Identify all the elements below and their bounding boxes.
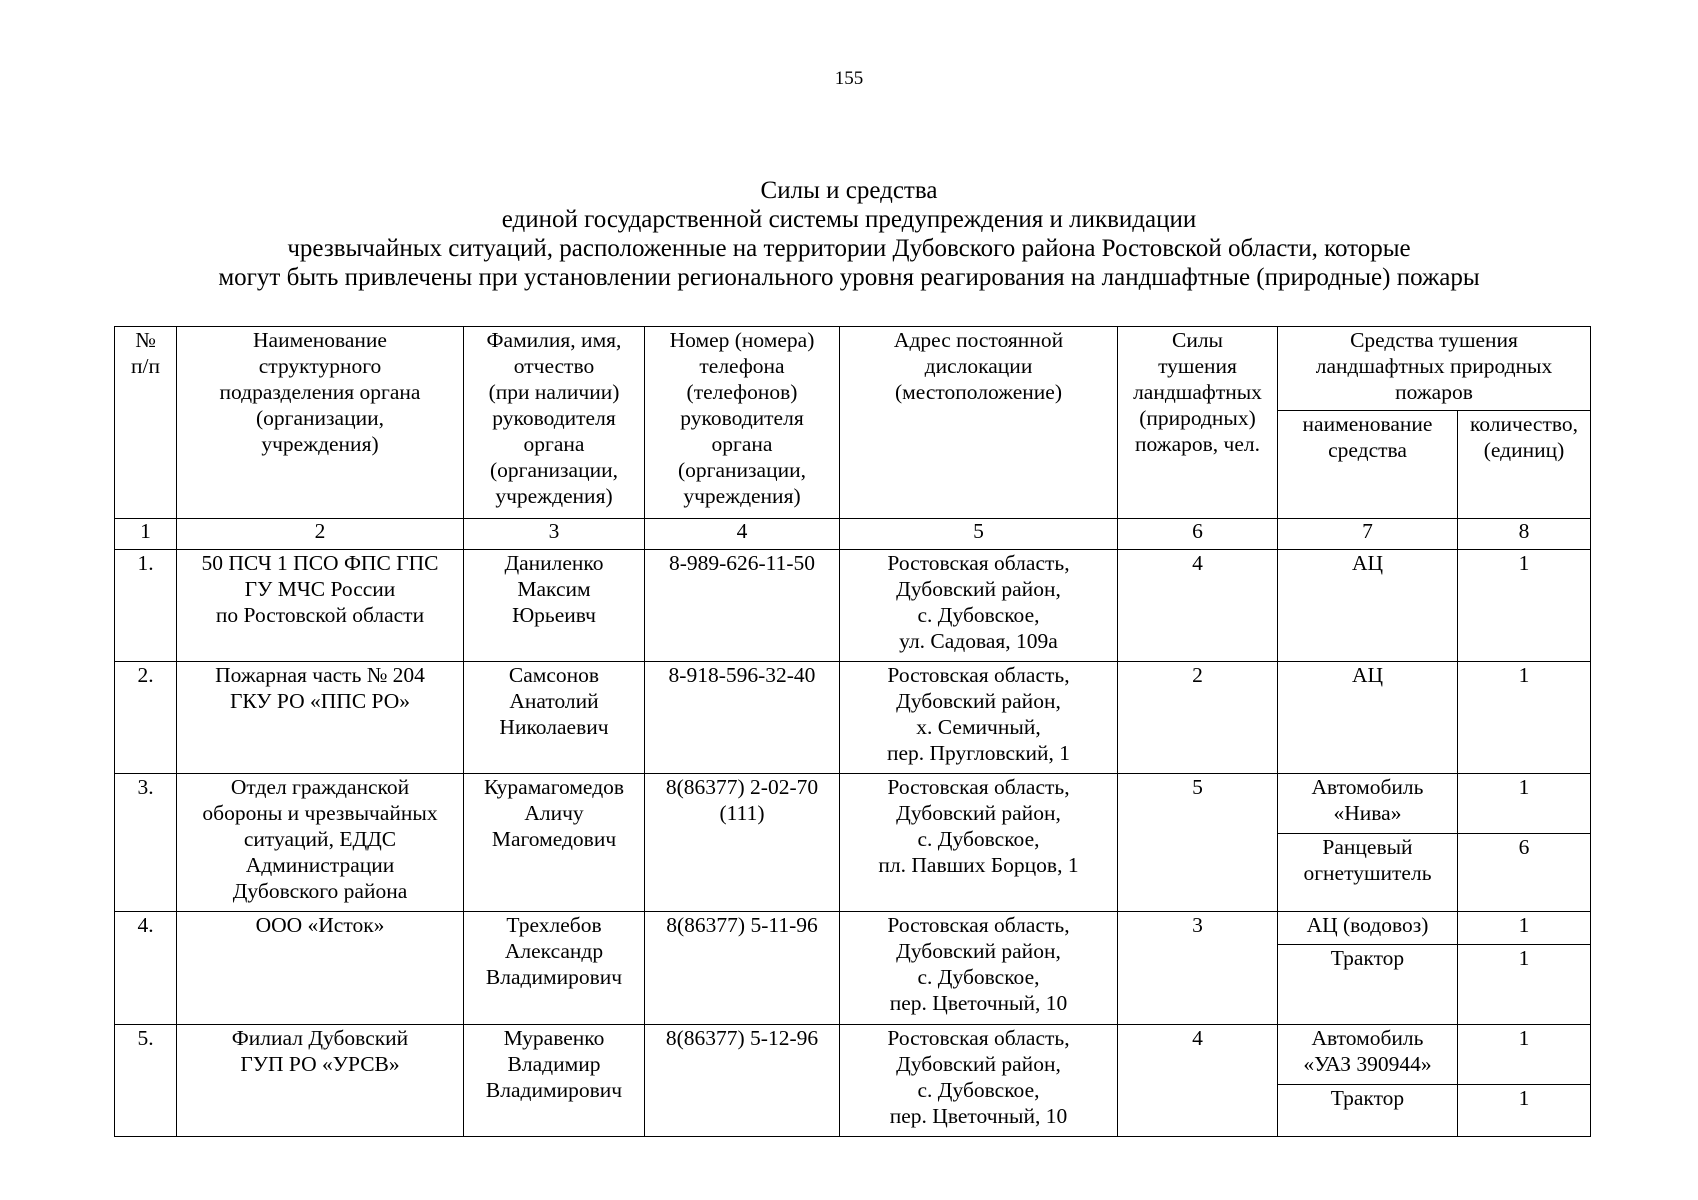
means-name-cell [1278,550,1458,662]
cell-text-line: Анатолий [509,689,599,713]
cell-text-line: ландшафтных [1133,380,1262,404]
cell-text-line: ситуаций, ЕДДС [243,827,397,851]
cell-text-line: отчество [513,354,595,378]
means-name-cell [1278,945,1458,1025]
cell-text-line: Дубовский район, [896,939,1061,963]
cell-text-line: № [135,328,156,352]
cell-text-line: телефона [699,354,785,378]
header-col-number [115,327,177,519]
cell-text-line: Ростовская область, [887,551,1070,575]
row-number: 3. [115,774,177,912]
cell-text-line: Автомобиль [1311,1026,1424,1050]
cell-text-line: Силы [1171,328,1224,352]
cell-text-line: количество, [1469,412,1578,436]
cell-text-line: ландшафтных природных [1315,354,1553,378]
address-cell [840,774,1118,912]
header-col-phone [645,327,840,519]
header-col-head-name [464,327,645,519]
cell-text-line: руководителя [680,406,804,430]
address-cell [840,1025,1118,1137]
cell-text-line: Адрес постоянной [893,328,1064,352]
cell-text-line: пер. Цветочный, 10 [889,1104,1068,1128]
cell-text-line: Муравенко [503,1026,605,1050]
cell-text-line: п/п [131,354,160,378]
column-number: 1 [115,519,177,550]
cell-text-line: Даниленко [504,551,604,575]
cell-text-line: Ранцевый [1322,835,1413,859]
cell-text-line: по Ростовской области [215,603,425,627]
address-cell [840,912,1118,1025]
cell-text-line: средства [1328,438,1407,462]
cell-text-line: пер. Цветочный, 10 [889,991,1068,1015]
header-col-address [840,327,1118,519]
cell-text-line: Трехлебов [506,913,602,937]
cell-text-line: обороны и чрезвычайных [202,801,438,825]
cell-text-line: (организации, [490,458,618,482]
phone-cell [645,774,840,912]
cell-text-line: Дубовский район, [896,1052,1061,1076]
header-col-means-name [1278,411,1458,519]
table-row [115,550,1591,662]
cell-text-line: 50 ПСЧ 1 ПСО ФПС ГПС [201,551,439,575]
cell-text-line: (природных) [1139,406,1256,430]
cell-text-line: (при наличии) [488,380,620,404]
cell-text-line: Николаевич [499,715,609,739]
forces-count-cell: 5 [1118,774,1278,912]
cell-text-line: пл. Павших Борцов, 1 [878,853,1079,877]
cell-text-line: «УАЗ 390944» [1303,1052,1432,1076]
column-number: 6 [1118,519,1278,550]
address-cell [840,662,1118,774]
cell-text-line: 8-989-626-11-50 [668,551,816,575]
column-number-row [115,519,1591,550]
page-number: 155 [834,68,864,89]
means-name-cell [1278,1085,1458,1137]
column-number: 5 [840,519,1118,550]
column-number: 3 [464,519,645,550]
cell-text-line: Наименование [253,328,387,352]
forces-table [114,326,1591,1137]
org-name-cell [177,912,464,1025]
cell-text-line: Ростовская область, [887,663,1070,687]
cell-text-line: Трактор [1330,946,1405,970]
phone-cell [645,550,840,662]
cell-text-line: ООО «Исток» [255,913,385,937]
means-name-cell [1278,834,1458,912]
cell-text-line: 8(86377) 2-02-70 [665,775,819,799]
cell-text-line: (телефонов) [686,380,798,404]
cell-text-line: структурного [258,354,382,378]
cell-text-line: учреждения) [261,432,379,456]
forces-count-cell: 4 [1118,550,1278,662]
cell-text-line: Трактор [1330,1086,1405,1110]
cell-text-line: с. Дубовское, [917,603,1040,627]
cell-text-line: Средства тушения [1350,328,1518,352]
org-name-cell [177,1025,464,1137]
cell-text-line: Самсонов [508,663,600,687]
cell-text-line: с. Дубовское, [917,827,1040,851]
cell-text-line: Автомобиль [1311,775,1424,799]
head-name-cell [464,912,645,1025]
head-name-cell [464,550,645,662]
phone-cell [645,662,840,774]
cell-text-line: органа [523,432,585,456]
header-col-means-qty [1458,411,1591,519]
cell-text-line: Владимирович [485,1078,623,1102]
column-number: 8 [1458,519,1591,550]
cell-text-line: Отдел гражданской [230,775,410,799]
means-qty-cell: 1 [1458,550,1591,662]
column-number: 2 [177,519,464,550]
means-qty-cell: 1 [1458,662,1591,774]
table-row [115,912,1591,945]
cell-text-line: Пожарная часть № 204 [215,663,425,687]
cell-text-line: учреждения) [495,484,613,508]
cell-text-line: Юрьеивч [512,603,596,627]
cell-text-line: АЦ (водовоз) [1306,913,1429,937]
means-qty-cell: 6 [1458,834,1591,912]
title-line: чрезвычайных ситуаций, расположенные на территории Дубовского района Ростовской области, которые [287,235,1411,262]
cell-text-line: Дубовского района [232,879,408,903]
cell-text-line: (местоположение) [895,380,1062,404]
org-name-cell [177,662,464,774]
address-cell [840,550,1118,662]
phone-cell [645,1025,840,1137]
forces-count-cell: 4 [1118,1025,1278,1137]
row-number: 2. [115,662,177,774]
means-qty-cell: 1 [1458,912,1591,945]
table-row [115,1025,1591,1085]
cell-text-line: ГКУ РО «ППС РО» [229,689,411,713]
cell-text-line: дислокации [924,354,1033,378]
cell-text-line: АЦ [1351,551,1384,575]
cell-text-line: Филиал Дубовский [231,1026,409,1050]
cell-text-line: Аличу [524,801,584,825]
cell-text-line: 8(86377) 5-12-96 [665,1026,819,1050]
means-name-cell [1278,774,1458,834]
cell-text-line: «Нива» [1333,801,1402,825]
row-number: 5. [115,1025,177,1137]
phone-cell [645,912,840,1025]
means-name-cell [1278,912,1458,945]
cell-text-line: руководителя [492,406,616,430]
cell-text-line: подразделения органа [219,380,421,404]
document-title [0,176,1698,292]
cell-text-line: ГУП РО «УРСВ» [240,1052,400,1076]
header-group-means [1278,327,1591,411]
column-number: 4 [645,519,840,550]
cell-text-line: Александр [504,939,604,963]
cell-text-line: 8(86377) 5-11-96 [666,913,818,937]
column-number: 7 [1278,519,1458,550]
forces-count-cell: 2 [1118,662,1278,774]
row-number: 4. [115,912,177,1025]
title-line: могут быть привлечены при установлении регионального уровня реагирования на ландшафтные (природные) пожары [218,264,1480,291]
header-col-forces [1118,327,1278,519]
cell-text-line: огнетушитель [1303,861,1432,885]
cell-text-line: Администрации [245,853,395,877]
cell-text-line: с. Дубовское, [917,1078,1040,1102]
cell-text-line: тушения [1158,354,1237,378]
means-qty-cell: 1 [1458,945,1591,1025]
cell-text-line: пер. Пругловский, 1 [886,741,1071,765]
table-row [115,774,1591,834]
cell-text-line: Ростовская область, [887,775,1070,799]
title-line: единой государственной системы предупреждения и ликвидации [501,206,1197,233]
means-qty-cell: 1 [1458,1025,1591,1085]
cell-text-line: х. Семичный, [916,715,1041,739]
head-name-cell [464,1025,645,1137]
cell-text-line: Владимир [507,1052,601,1076]
cell-text-line: Курамагомедов [483,775,625,799]
means-qty-cell: 1 [1458,774,1591,834]
cell-text-line: Дубовский район, [896,689,1061,713]
title-line: Силы и средства [760,177,938,204]
means-qty-cell: 1 [1458,1085,1591,1137]
cell-text-line: Номер (номера) [669,328,815,352]
cell-text-line: Фамилия, имя, [486,328,622,352]
cell-text-line: ул. Садовая, 109а [899,629,1058,653]
org-name-cell [177,774,464,912]
means-name-cell [1278,1025,1458,1085]
means-name-cell [1278,662,1458,774]
cell-text-line: Магомедович [491,827,617,851]
cell-text-line: АЦ [1351,663,1384,687]
cell-text-line: Дубовский район, [896,577,1061,601]
cell-text-line: 8-918-596-32-40 [668,663,816,687]
cell-text-line: (111) [719,801,765,825]
table-row [115,662,1591,774]
head-name-cell [464,774,645,912]
row-number: 1. [115,550,177,662]
header-row [115,327,1591,411]
org-name-cell [177,550,464,662]
cell-text-line: с. Дубовское, [917,965,1040,989]
cell-text-line: учреждения) [683,484,801,508]
cell-text-line: Ростовская область, [887,1026,1070,1050]
cell-text-line: (единиц) [1483,438,1565,462]
cell-text-line: наименование [1302,412,1433,436]
cell-text-line: Ростовская область, [887,913,1070,937]
cell-text-line: (организации, [678,458,806,482]
cell-text-line: Владимирович [485,965,623,989]
forces-count-cell: 3 [1118,912,1278,1025]
cell-text-line: Максим [517,577,591,601]
cell-text-line: ГУ МЧС России [244,577,396,601]
cell-text-line: пожаров [1395,380,1473,404]
header-col-organization [177,327,464,519]
cell-text-line: (организации, [256,406,384,430]
head-name-cell [464,662,645,774]
cell-text-line: пожаров, чел. [1135,432,1260,456]
cell-text-line: Дубовский район, [896,801,1061,825]
cell-text-line: органа [711,432,773,456]
